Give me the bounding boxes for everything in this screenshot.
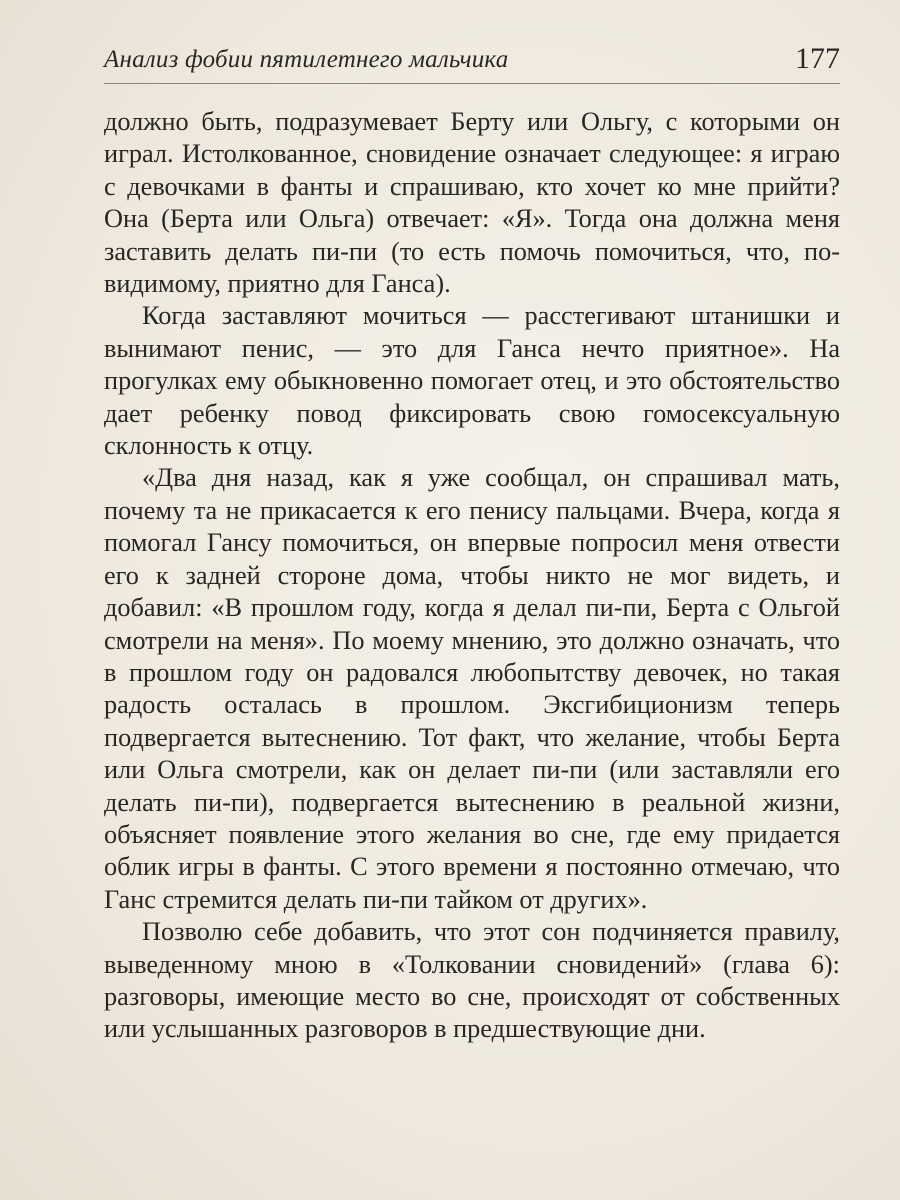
paragraph-1: должно быть, подразумевает Берту или Ольгу, с которыми он играл. Истолкованное, сновидение означает следующее: я играю с девочками в фанты и спрашиваю, кто хочет ко мне прийти? Она (Берта или Ольга) отвечает: «Я». Тогда она должна меня заставить делать пи-пи (то есть помочь помочиться, что, по-видимому, приятно для Ганса). bbox=[104, 107, 840, 299]
page-body bbox=[104, 106, 840, 1046]
header-rule bbox=[104, 83, 840, 84]
paragraph-4: Позволю себе добавить, что этот сон подчиняется правилу, выведенному мною в «Толковании сновидений» (глава 6): разговоры, имеющие место во сне, происходят от собственных или услышанных разговоров в предшествующие дни. bbox=[104, 917, 840, 1044]
page-header bbox=[104, 40, 840, 84]
paragraph-3: «Два дня назад, как я уже сообщал, он спрашивал мать, почему та не прикасается к его пенису пальцами. Вчера, когда я помогал Гансу помочиться, он впервые попросил меня отвести его к задней стороне дома, чтобы никто не мог видеть, и добавил: «В прошлом году, когда я делал пи-пи, Берта с Ольгой смотрели на меня». По моему мнению, это должно означать, что в прошлом году он радовался любопытству девочек, но такая радость осталась в прошлом. Эксгибиционизм теперь подвергается вытеснению. Тот факт, что желание, чтобы Берта или Ольга смотрели, как он делает пи-пи (или заставляли его делать пи-пи), подвергается вытеснению в реальной жизни, объясняет появление этого желания во сне, где ему придается облик игры в фанты. С этого времени я постоянно отмечаю, что Ганс стремится делать пи-пи тайком от других». bbox=[104, 463, 840, 914]
running-title: Анализ фобии пятилетнего мальчика bbox=[104, 46, 509, 73]
paragraph-2: Когда заставляют мочиться — расстегивают штанишки и вынимают пенис, — это для Ганса нечто приятное». На прогулках ему обыкновенно помогает отец, и это обстоятельство дает ребенку повод фиксировать свою гомосексуальную склонность к отцу. bbox=[104, 301, 840, 461]
page-number: 177 bbox=[795, 42, 840, 75]
